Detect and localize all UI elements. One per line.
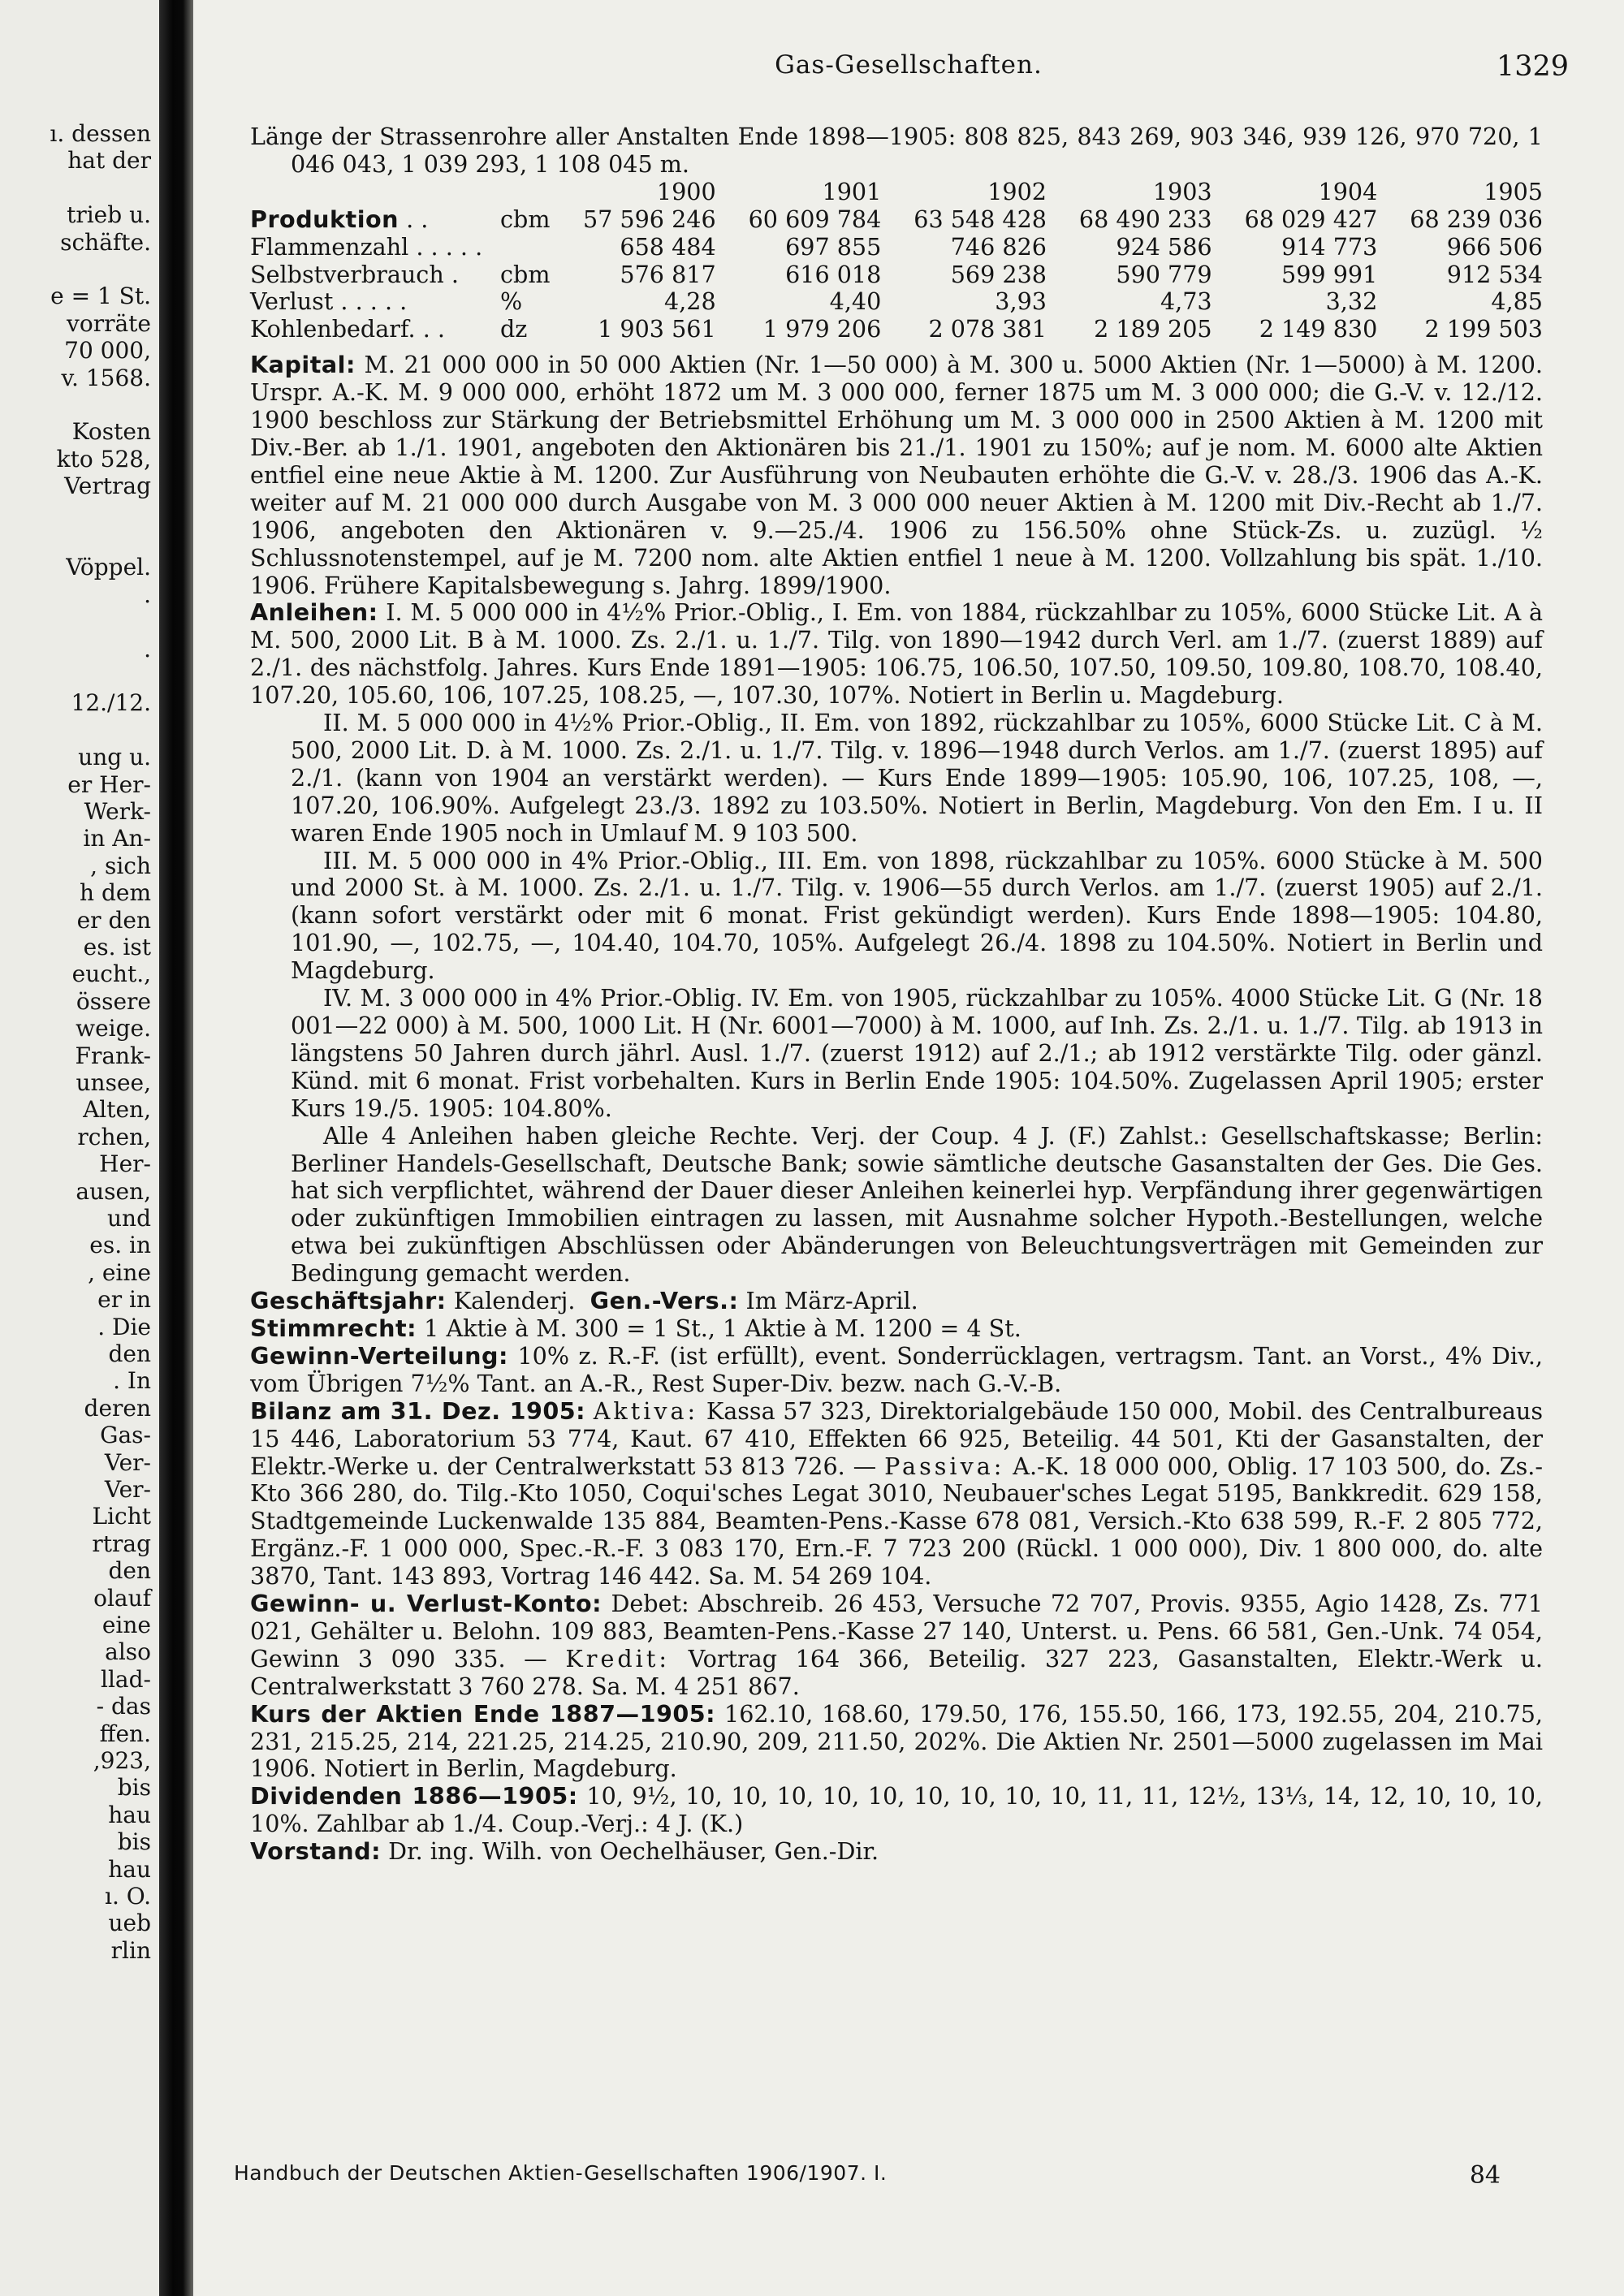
row-label (250, 261, 494, 289)
debet-label: Debet: (611, 1590, 689, 1618)
left-margin-line: össere (76, 987, 151, 1015)
anleihe-ii-text: II. M. 5 000 000 in 4½% Prior.-Oblig., II. Em. von 1892, rückzahlbar zu 105%, 6000 Stücke Lit. C à M. 500, 2000 Lit. D. à M. 1000. Zs. 2./1. u. 1./7. Tilg. v. 1896—1948 durch Verlos. am 1./7. (zuerst 1895) auf 2./1. (kann von 1904 an verstärkt werden). — Kurs Ende 1899—1905: 105.90, 106, 107.25, 108, —, 107.20, 106.90%. Aufgelegt 23./3. 1892 zu 103.50%. Notiert in Berlin, Magdeburg. Von den Em. I u. II waren Ende 1905 noch in Umlauf M. 9 103 500. (291, 709, 1543, 847)
left-margin-line: in An- (83, 825, 151, 852)
table-cell: 4,85 (1491, 287, 1543, 316)
left-margin-line: bis (117, 1774, 151, 1802)
anleihen-section (250, 599, 1543, 710)
intro-paragraph: Länge der Strassenrohre aller Anstalten Ende 1898—1905: 808 825, 843 269, 903 346, 939 126, 970 720, 1 046 043, 1 039 293, 1 108 045 m. (250, 123, 1543, 178)
row-label-dots: . . (399, 205, 429, 233)
dividenden-section (250, 1783, 1543, 1838)
left-margin-line: hau (108, 1801, 151, 1828)
left-margin-line: hau (108, 1855, 151, 1883)
anleihen-alle (250, 1123, 1543, 1288)
row-label-dots: . (443, 260, 459, 288)
row-label (250, 206, 494, 234)
table-cell: 569 238 (950, 260, 1047, 288)
anleihe-i: I. M. 5 000 000 in 4½% Prior.-Oblig., I. Em. von 1884, rückzahlbar zu 105%, 6000 Stücke Lit. A à M. 500, 2000 Lit. B à M. 1000. Zs. 2./1. u. 1./7. Tilg. von 1890—1942 durch Verl. am 1./7. (zuerst 1889) auf 2./1. des nächstfolg. Jahres. Kurs Ende 1891—1905: 106.75, 106.50, 107.50, 109.50, 109.80, 108.70, 108.40, 107.20, 105.60, 106, 107.25, 108.25, —, 107.30, 107%. Notiert in Berlin u. Magdeburg. (250, 598, 1543, 710)
row-label-text: Flammenzahl (250, 232, 409, 261)
dividenden-label: Dividenden 1886—1905: (250, 1782, 578, 1810)
page-number: 1329 (1496, 50, 1569, 83)
left-margin-line: olauf (93, 1584, 151, 1612)
left-margin-line: . (144, 580, 151, 608)
page-body (250, 123, 1543, 1866)
passiva-label: Passiva: (884, 1452, 1005, 1480)
table-cell: 746 826 (950, 232, 1047, 261)
left-margin-line: . Die (97, 1313, 151, 1340)
left-margin-line: ung u. (78, 744, 151, 771)
year-header: 1904 (1318, 177, 1378, 205)
table-cell: 912 534 (1446, 260, 1543, 288)
left-margin-line: vorräte (67, 309, 151, 337)
table-cell: 914 773 (1281, 232, 1378, 261)
row-unit: % (500, 287, 523, 316)
gen-vers-text: Im März-April. (745, 1287, 918, 1315)
kapital-label: Kapital: (250, 351, 356, 379)
left-margin-line: . In (113, 1367, 151, 1395)
left-margin-line: ffen. (99, 1720, 151, 1747)
aktiva-label: Aktiva: (593, 1396, 699, 1425)
kurs-aktien-section (250, 1701, 1543, 1784)
table-cell: 1 903 561 (598, 315, 716, 343)
row-label-text: Kohlenbedarf (250, 315, 408, 343)
left-margin-line: v. 1568. (61, 364, 151, 391)
row-label-text: Verlust (250, 287, 334, 316)
year-header: 1905 (1484, 177, 1543, 205)
left-margin-line: den (108, 1340, 151, 1367)
row-label (250, 316, 494, 343)
year-header: 1901 (822, 177, 882, 205)
table-cell: 1 979 206 (762, 315, 882, 343)
left-margin-line: Kosten (71, 418, 151, 446)
table-cell: 3,93 (995, 287, 1047, 316)
geschaeftsjahr-text: Kalenderj. (453, 1287, 576, 1315)
left-margin-line: es. in (89, 1232, 151, 1259)
footer-signature-number: 84 (1469, 2161, 1501, 2190)
anleihe-ii (250, 710, 1543, 848)
table-cell: 697 855 (785, 232, 882, 261)
aktiva-text: Kassa 57 323, Direktorialgebäude 150 000, Mobil. des Centralbureaus 15 446, Laboratorium 53 774, Kaut. 67 410, Effekten 66 925, Beteilig. 44 501, Kti der Gasanstalten, der Elektr.-Werke u. der Centralwerkstatt 53 813 726. — (250, 1396, 1544, 1480)
kurs-aktien-label: Kurs der Aktien Ende 1887—1905: (250, 1699, 716, 1728)
anleihe-iii-text: III. M. 5 000 000 in 4% Prior.-Oblig., III. Em. von 1898, rückzahlbar zu 105%. 6000 Stücke à M. 500 und 2000 St. à M. 1000. Zs. 2./1. u. 1./7. Tilg. v. 1906—55 durch Verlos. am 1./7. (zuerst 1905) auf 2./1. (kann sofort verstärkt oder mit 6 monat. Frist gekündigt werden). Kurs Ende 1898—1905: 104.80, 101.90, —, 102.75, —, 104.40, 104.70, 105%. Aufgelegt 26./4. 1898 zu 104.50%. Notiert in Berlin und Magdeburg. (291, 846, 1543, 985)
table-cell: 2 199 503 (1424, 315, 1543, 343)
left-margin-line: Vertrag (64, 473, 151, 500)
production-table-header (250, 179, 1543, 206)
vorstand-label: Vorstand: (250, 1837, 382, 1866)
kurs-aktien-text: 162.10, 168.60, 179.50, 176, 155.50, 166, 173, 192.55, 204, 210.75, 231, 215.25, 214, 221.25, 214.25, 210.90, 209, 211.50, 202%. Die Aktien Nr. 2501—5000 zugelassen im Mai 1906. Notiert in Berlin, Magdeburg. (250, 1699, 1543, 1783)
footer-source: Handbuch der Deutschen Aktien-Gesellschaften 1906/1907. I. (234, 2161, 888, 2185)
table-cell: 4,28 (663, 287, 716, 316)
production-row (250, 288, 1543, 316)
stimmrecht-label: Stimmrecht: (250, 1314, 417, 1342)
row-label-text: Produktion (250, 205, 400, 233)
gewinn-verteilung-section (250, 1343, 1543, 1398)
left-margin-line: es. ist (83, 934, 151, 960)
left-margin-line: 12./12. (71, 689, 151, 717)
left-margin-line: h dem (80, 879, 151, 907)
table-cell: 68 029 427 (1244, 205, 1378, 233)
left-margin-line: Ver- (104, 1448, 151, 1476)
left-margin-line: rchen, (77, 1123, 151, 1150)
left-margin-line: unsee, (76, 1069, 151, 1096)
table-cell: 57 596 246 (582, 205, 716, 233)
left-margin-line: bis (117, 1828, 151, 1856)
passiva-text: A.-K. 18 000 000, Oblig. 17 103 500, do. Zs.-Kto 366 280, do. Tilg.-Kto 1050, Coqui'sches Legat 3010, Neubauer'sches Legat 5195, Bankkredit. 629 158, Stadtgemeinde Luckenwalde 135 884, Beamten-Pens.-Kasse 678 081, Versich.-Kto 638 599, R.-F. 2 805 772, Ergänz.-F. 1 000 000, Spec.-R.-F. 3 083 170, Ern.-F. 7 723 200 (Rückl. 1 000 000), Div. 1 800 000, do. alte 3870, Tant. 143 893, Vortrag 146 442. Sa. M. 54 269 104. (250, 1452, 1544, 1590)
gewinn-verteilung-label: Gewinn-Verteilung: (250, 1341, 508, 1370)
table-cell: 3,32 (1325, 287, 1378, 316)
left-margin-line: ueb (108, 1910, 151, 1937)
running-title: Gas-Gesellschaften. (775, 50, 1043, 80)
left-margin-line: kto 528, (56, 445, 151, 473)
right-page (193, 0, 1624, 2296)
table-cell: 616 018 (785, 260, 882, 288)
production-row (250, 261, 1543, 289)
table-cell: 4,73 (1160, 287, 1212, 316)
left-margin-line: er Her- (67, 770, 151, 798)
left-margin-line: trieb u. (67, 201, 151, 229)
left-margin-line: und (107, 1205, 151, 1232)
left-margin-line: e = 1 St. (50, 283, 151, 310)
row-unit: cbm (500, 205, 551, 233)
left-margin-line: Gas- (100, 1422, 151, 1449)
production-row (250, 316, 1543, 343)
left-margin-line: weige. (76, 1015, 151, 1042)
table-cell: 2 149 830 (1259, 315, 1378, 343)
kredit-text: Vortrag 164 366, Beteilig. 327 223, Gasanstalten, Elektr.-Werk u. Centralwerkstatt 3 760 278. Sa. M. 4 251 867. (250, 1644, 1543, 1700)
kredit-label: Kredit: (565, 1644, 670, 1672)
row-label-text: Selbstverbrauch (250, 260, 444, 288)
year-header: 1903 (1152, 177, 1212, 205)
left-margin-line: llad- (101, 1665, 151, 1693)
gv-konto-label: Gewinn- u. Verlust-Konto: (250, 1590, 603, 1618)
gewinn-verteilung-text: 10% z. R.-F. (ist erfüllt), event. Sonderrücklagen, vertragsm. Tant. an Vorst., 4% Div., vom Übrigen 7½% Tant. an A.-R., Rest Super-Div. bezw. nach G.-V.-B. (250, 1341, 1543, 1397)
table-cell: 599 991 (1281, 260, 1378, 288)
production-row (250, 234, 1543, 261)
bilanz-label: Bilanz am 31. Dez. 1905: (250, 1396, 586, 1425)
left-margin-line: er in (97, 1286, 151, 1314)
debet-text: Abschreib. 26 453, Versuche 72 707, Provis. 9355, Agio 1428, Zs. 771 021, Gehälter u. Belohn. 109 883, Beamten-Pens.-Kasse 27 140, Unterst. u. Pens. 66 581, Gen.-Unk. 74 054, Gewinn 3 090 335. — (250, 1590, 1544, 1672)
kapital-section (250, 352, 1543, 599)
table-cell: 658 484 (620, 232, 716, 261)
gen-vers-label: Gen.-Vers.: (590, 1287, 739, 1315)
bilanz-section (250, 1398, 1543, 1590)
row-unit (494, 234, 551, 261)
year-header: 1900 (656, 177, 716, 205)
book-gutter (159, 0, 193, 2296)
left-margin-line: . (144, 635, 151, 662)
left-margin-line: er den (76, 906, 151, 934)
left-margin-line: den (108, 1557, 151, 1585)
left-margin-line: Licht (92, 1503, 151, 1530)
geschaeftsjahr-label: Geschäftsjahr: (250, 1287, 447, 1315)
geschaeftsjahr-line (250, 1288, 1543, 1315)
anleihe-iii (250, 848, 1543, 986)
left-margin-line: hat der (67, 147, 151, 175)
left-margin-line: Ver- (104, 1476, 151, 1503)
row-label-dots: . . . . . (408, 232, 483, 261)
row-label-dots: . . . . . (333, 287, 408, 316)
table-cell: 68 490 233 (1078, 205, 1212, 233)
gv-konto-section (250, 1590, 1543, 1701)
left-page-fragment (0, 0, 159, 2296)
table-cell: 2 189 205 (1094, 315, 1212, 343)
table-cell: 63 548 428 (914, 205, 1047, 233)
table-cell: 590 779 (1116, 260, 1212, 288)
left-margin-line: eine (102, 1612, 151, 1638)
left-margin-line: eucht., (71, 960, 151, 988)
row-label (250, 288, 494, 316)
left-margin-line: deren (84, 1394, 151, 1422)
table-cell: 966 506 (1446, 232, 1543, 261)
left-margin-line: , sich (90, 852, 151, 879)
table-cell: 60 609 784 (748, 205, 882, 233)
table-cell: 4,40 (829, 287, 882, 316)
page-header (193, 50, 1624, 86)
production-row (250, 206, 1543, 234)
year-header: 1902 (987, 177, 1047, 205)
kapital-text: M. 21 000 000 in 50 000 Aktien (Nr. 1—50 000) à M. 300 u. 5000 Aktien (Nr. 1—5000) à M. 1200. Urspr. A.-K. M. 9 000 000, erhöht 1872 um M. 3 000 000, ferner 1875 um M. 3 000 000; die G.-V. v. 12./12. 1900 beschloss zur Stärkung der Betriebsmittel Erhöhung um M. 3 000 000 in 2500 Aktien à M. 1200 mit Div.-Ber. ab 1./1. 1901, angeboten den Aktionären bis 21./1. 1901 zu 150%; auf je nom. M. 6000 alte Aktien entfiel eine neue Aktie à M. 1200. Zur Ausführung von Neubauten erhöhte die G.-V. v. 28./3. 1906 das A.-K. weiter auf M. 21 000 000 durch Ausgabe von M. 3 000 000 neuer Aktien à M. 1200 mit Div.-Recht ab 1./7. 1906, angeboten den Aktionären v. 9.—25./4. 1906 zu 156.50% ohne Stück-Zs. u. zuzügl. ½ Schlussnotenstempel, auf je M. 7200 nom. alte Aktien entfiel 1 neue à M. 1200. Vollzahlung bis spät. 1./10. 1906. Frühere Kapitalsbewegung s. Jahrg. 1899/1900. (250, 351, 1543, 599)
left-margin-line: rlin (110, 1936, 151, 1964)
left-margin-line: , eine (88, 1258, 151, 1286)
left-margin-line: ,923, (93, 1747, 151, 1774)
anleihe-iv (250, 985, 1543, 1123)
vorstand-text: Dr. ing. Wilh. von Oechelhäuser, Gen.-Dir. (388, 1837, 879, 1866)
left-margin-line: also (105, 1638, 151, 1666)
row-label-dots: . . . (408, 315, 445, 343)
anleihen-label: Anleihen: (250, 598, 378, 627)
left-margin-line: schäfte. (60, 228, 151, 256)
left-margin-line: Alten, (83, 1096, 151, 1124)
stimmrecht-text: 1 Aktie à M. 300 = 1 St., 1 Aktie à M. 1200 = 4 St. (424, 1314, 1021, 1342)
table-cell: 68 239 036 (1410, 205, 1543, 233)
table-cell: 576 817 (620, 260, 716, 288)
left-margin-line: Her- (99, 1150, 151, 1178)
production-table (250, 179, 1543, 343)
table-cell: 2 078 381 (928, 315, 1047, 343)
left-margin-line: Vöppel. (66, 554, 151, 581)
left-margin-line: ı. O. (105, 1883, 151, 1910)
vorstand-line (250, 1838, 1543, 1866)
row-label (250, 234, 494, 261)
table-cell: 924 586 (1116, 232, 1212, 261)
left-margin-line: ı. dessen (50, 120, 151, 147)
left-margin-line: - das (96, 1693, 151, 1720)
anleihen-alle-text: Alle 4 Anleihen haben gleiche Rechte. Verj. der Coup. 4 J. (F.) Zahlst.: Gesellschaftskasse; Berlin: Berliner Handels-Gesellschaft, Deutsche Bank; sowie sämtliche deutsche Gasanstalten der Ges. Die Ges. hat sich verpflichtet, während der Dauer dieser Anleihen keinerlei hyp. Verpfändung ihrer gegenwärtigen oder zukünftigen Immobilien eintragen zu lassen, mit Ausnahme solcher Hypoth.-Bestellungen, welche etwa bei zukünftigen Abschlüssen oder Abänderungen von Beleuchtungsverträgen mit Gemeinden zur Bedingung gemacht werden. (291, 1121, 1543, 1288)
row-unit: dz (500, 315, 528, 343)
left-margin-line: Frank- (75, 1042, 151, 1069)
row-unit: cbm (500, 260, 551, 288)
left-margin-line: 70 000, (64, 337, 151, 365)
left-margin-line: rtrag (92, 1530, 151, 1557)
left-margin-line: ausen, (76, 1177, 151, 1205)
anleihe-iv-text: IV. M. 3 000 000 in 4% Prior.-Oblig. IV. Em. von 1905, rückzahlbar zu 105%. 4000 Stücke Lit. G (Nr. 18 001—22 000) à M. 500, 1000 Lit. H (Nr. 6001—7000) à M. 1000, auf Inh. Zs. 2./1. u. 1./7. Tilg. ab 1913 in längstens 50 Jahren durch jährl. Ausl. 1./7. (zuerst 1912) auf 2./1.; ab 1912 verstärkte Tilg. oder gänzl. Künd. mit 6 monat. Frist vorbehalten. Kurs in Berlin Ende 1905: 104.50%. Zugelassen April 1905; erster Kurs 19./5. 1905: 104.80%. (291, 984, 1543, 1122)
stimmrecht-line (250, 1315, 1543, 1343)
dividenden-text: 10, 9½, 10, 10, 10, 10, 10, 10, 10, 10, 10, 11, 11, 12½, 13⅓, 14, 12, 10, 10, 10, 10%. Zahlbar ab 1./4. Coup.-Verj.: 4 J. (K.) (250, 1782, 1543, 1838)
left-margin-line: Werk- (84, 798, 151, 825)
